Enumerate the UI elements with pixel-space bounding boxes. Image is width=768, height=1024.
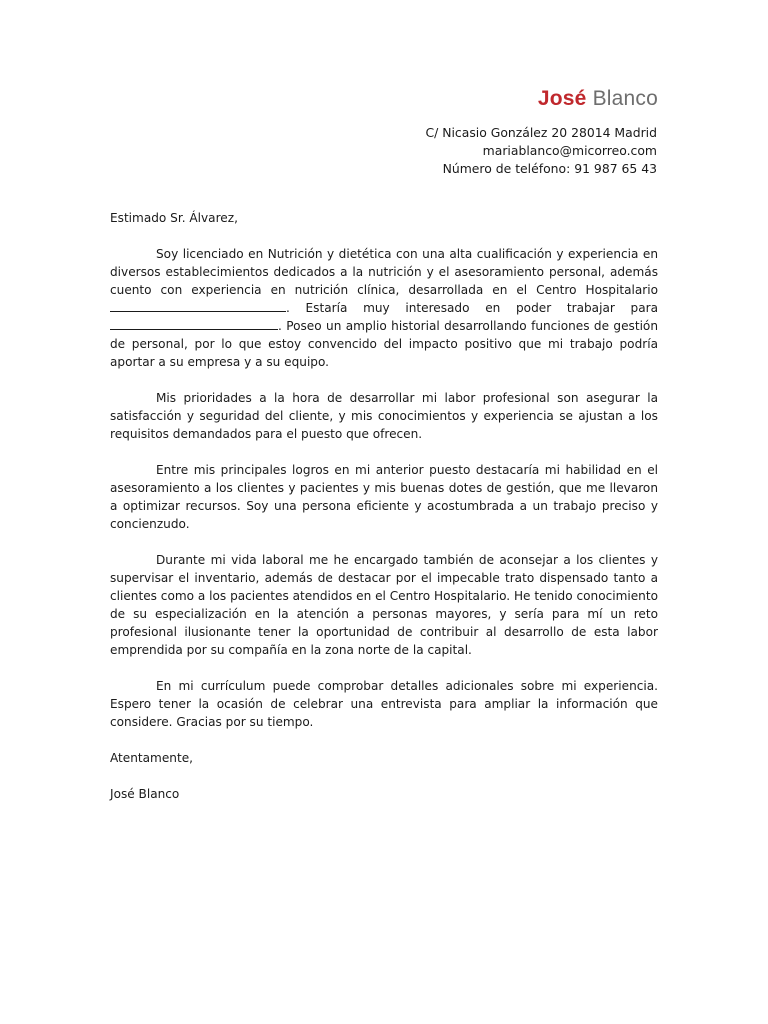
- paragraph-1: [110, 245, 658, 371]
- paragraph-4: Durante mi vida laboral me he encargado también de aconsejar a los clientes y supervisar el inventario, además de destacar por el impecable trato dispensado tanto a clientes como a los pacientes atendidos en el Centro Hospitalario. He tenido conocimiento de su especialización en la atención a personas mayores, y sería para mí un reto profesional ilusionante tener la oportunidad de contribuir al desarrollo de esta labor emprendida por su compañía en la zona norte de la capital.: [110, 553, 658, 657]
- sender-email: mariablanco@micorreo.com: [482, 143, 657, 158]
- paragraph-1-part-1: Soy licenciado en Nutrición y dietética con una alta cualificación y experiencia en diversos establecimientos dedicados a la nutrición y el asesoramiento personal, además cuento con experiencia en nutrición clínica, desarrollada en el Centro Hospitalario: [110, 247, 658, 297]
- letter-greeting: Estimado Sr. Álvarez,: [110, 211, 238, 225]
- hospital-name-blank: [110, 299, 286, 312]
- company-name-blank: [110, 317, 278, 330]
- sender-first-name: José: [537, 87, 587, 110]
- paragraph-5: En mi currículum puede comprobar detalles adicionales sobre mi experiencia. Espero tener la ocasión de celebrar una entrevista para ampliar la información que considere. Gracias por su tiempo.: [110, 679, 658, 729]
- sender-last-name: Blanco: [592, 87, 658, 110]
- paragraph-3: Entre mis principales logros en mi anterior puesto destacaría mi habilidad en el asesoramiento a los clientes y pacientes y mis buenas dotes de gestión, que me llevaron a optimizar recursos. Soy una persona eficiente y acostumbrada a un trabajo preciso y concienzudo.: [110, 463, 658, 531]
- letter-closing: Atentamente,: [110, 751, 193, 765]
- sender-phone: Número de teléfono: 91 987 65 43: [442, 161, 657, 176]
- sender-address: C/ Nicasio González 20 28014 Madrid: [425, 125, 657, 140]
- paragraph-1-part-3: . Poseo un amplio historial desarrollando funciones de gestión de personal, por lo que estoy convencido del impacto positivo que mi trabajo podría aportar a su empresa y a su equipo.: [110, 319, 658, 369]
- paragraph-1-part-2: . Estaría muy interesado en poder trabajar para: [286, 301, 658, 315]
- letter-header: [425, 84, 658, 178]
- sender-contact-block: [425, 124, 658, 178]
- paragraph-2: Mis prioridades a la hora de desarrollar mi labor profesional son asegurar la satisfacción y seguridad del cliente, y mis conocimientos y experiencia se ajustan a los requisitos demandados para el puesto que ofrecen.: [110, 391, 658, 441]
- letter-body: [110, 209, 658, 803]
- letter-signature: José Blanco: [110, 787, 180, 801]
- sender-name: [425, 84, 658, 114]
